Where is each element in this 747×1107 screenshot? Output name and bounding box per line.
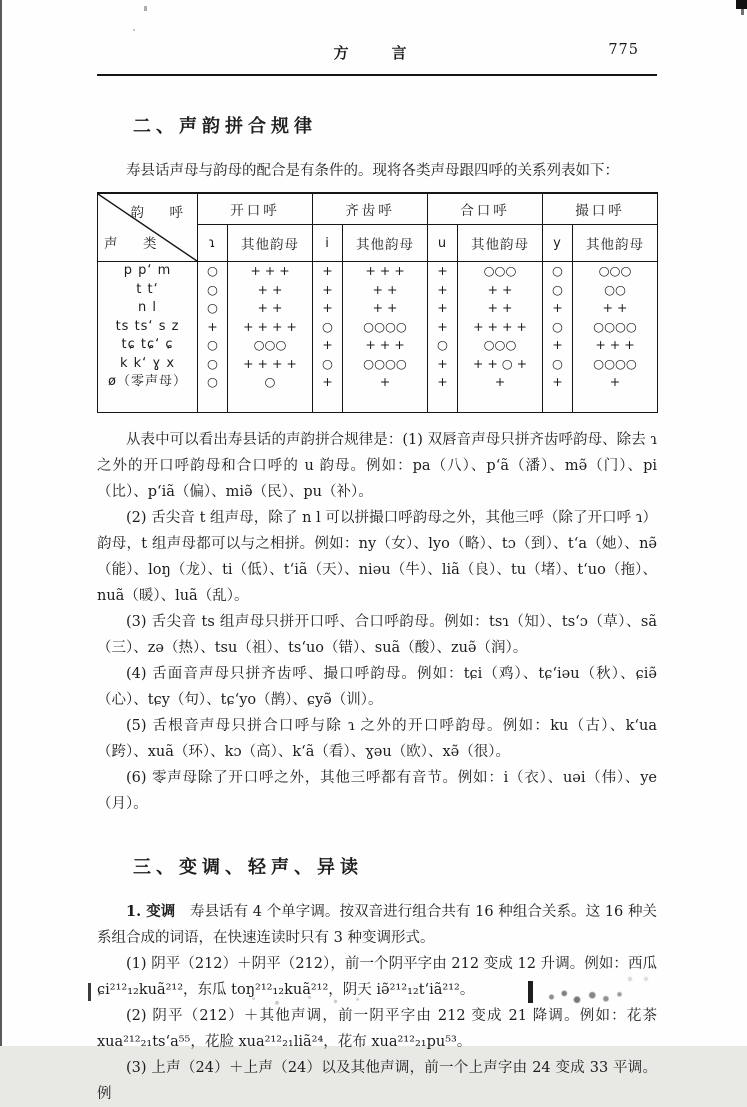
page-content xyxy=(97,0,657,1107)
paragraph-text: 寿县话有 4 个单字调。按双音进行组合共有 16 种组合关系。这 16 种关系组合成的词语，在快速连读时只有 3 种变调形式。 xyxy=(97,903,658,946)
cell-kaikou-other: ○ xyxy=(228,373,313,412)
cell-kaikou-vowel: ○ xyxy=(198,299,228,318)
paragraph-lead: 1. 变调 xyxy=(126,902,176,920)
cell-hekou-vowel: + xyxy=(428,299,458,318)
cell-cuokou-vowel: ○ xyxy=(543,318,573,337)
cell-hekou-vowel: + xyxy=(428,355,458,374)
cell-cuokou-other: + + xyxy=(573,299,658,318)
cell-hekou-vowel: + xyxy=(428,281,458,300)
rule-paragraph: (6) 零声母除了开口呼之外，其他三呼都有音节。例如：i（衣）、uəi（伟）、ye（月）。 xyxy=(97,769,657,812)
subcol-vowel-4: y xyxy=(543,225,573,262)
scan-artifact-mark xyxy=(88,983,91,1001)
cell-hekou-other: + + xyxy=(458,299,543,318)
page-number: 775 xyxy=(608,42,639,58)
corner-label-initials: 声 类 xyxy=(104,236,163,252)
cell-cuokou-vowel: + xyxy=(543,336,573,355)
cell-qichi-other: + + xyxy=(343,281,428,300)
cell-cuokou-vowel: ○ xyxy=(543,281,573,300)
subcol-other-4: 其他韵母 xyxy=(573,225,658,262)
cell-kaikou-vowel: ○ xyxy=(198,355,228,374)
column-group-kaikou: 开口呼 xyxy=(198,193,313,225)
initial-class-label: p p‘ m xyxy=(123,263,172,278)
section-heading-tone: 三、变调、轻声、异读 xyxy=(133,856,363,878)
rule-paragraph: (4) 舌面音声母只拼齐齿呼、撮口呼韵母。例如：tɕi（鸡）、tɕ‘iəu（秋）、ɕiə̃（心）、tɕy（句）、tɕ‘yo（鹊）、ɕyə̃（训）。 xyxy=(97,665,657,708)
rule-paragraph: (2) 舌尖音 t 组声母，除了 n l 可以拼撮口呼韵母之外，其他三呼（除了开口呼 ɿ）韵母，t 组声母都可以与之相拼。例如：ny（女）、lyo（略）、tɔ（到）、t‘a（她）、nə̃（能）、loŋ（龙）、ti（低）、t‘iã（天）、niəu（牛）、liã（良）、tu（堵）、t‘uo（拖）、nuã（暖）、luã（乱）。 xyxy=(97,509,657,604)
table-intro-paragraph: 寿县话声母与韵母的配合是有条件的。现将各类声母跟四呼的关系列表如下： xyxy=(126,163,619,179)
cell-cuokou-other: ○○○○ xyxy=(573,355,658,374)
subcol-other-2: 其他韵母 xyxy=(343,225,428,262)
cell-hekou-other: ○○○ xyxy=(458,336,543,355)
cell-qichi-vowel: + xyxy=(313,281,343,300)
tone-paragraph xyxy=(97,951,657,1003)
initial-class-label: ts ts‘ s z xyxy=(115,318,180,334)
cell-kaikou-other: + + + + xyxy=(228,355,313,374)
scan-artifact-tick xyxy=(741,9,744,15)
journal-title: 方 言 xyxy=(333,44,421,62)
cell-qichi-vowel: + xyxy=(313,336,343,355)
cell-qichi-other: + xyxy=(343,373,428,412)
cell-cuokou-vowel: ○ xyxy=(543,355,573,374)
initial-final-pairing-table xyxy=(97,192,658,413)
cell-cuokou-other: ○○ xyxy=(573,281,658,300)
cell-kaikou-other: + + + xyxy=(228,262,313,281)
table-row xyxy=(98,373,658,412)
running-head xyxy=(97,0,657,70)
table-corner-cell xyxy=(98,193,198,262)
cell-cuokou-other: + xyxy=(573,373,658,412)
cell-hekou-vowel: + xyxy=(428,318,458,337)
tone-paragraph xyxy=(97,1003,657,1055)
cell-kaikou-other: + + xyxy=(228,299,313,318)
cell-kaikou-vowel: ○ xyxy=(198,336,228,355)
initial-class-label: tɕ tɕ‘ ɕ xyxy=(121,337,174,352)
column-group-cuokou: 撮口呼 xyxy=(543,193,658,225)
subcol-other-1: 其他韵母 xyxy=(228,225,313,262)
cell-qichi-other: + + xyxy=(343,299,428,318)
cell-hekou-vowel: ○ xyxy=(428,336,458,355)
cell-kaikou-other: + + + + xyxy=(228,318,313,337)
subcol-vowel-3: u xyxy=(428,225,458,262)
cell-qichi-vowel: ○ xyxy=(313,355,343,374)
cell-qichi-other: ○○○○ xyxy=(343,318,428,337)
tone-paragraph xyxy=(97,899,657,951)
cell-qichi-vowel: + xyxy=(313,373,343,412)
corner-label-finals: 韵 呼 xyxy=(130,205,189,221)
paragraph-text: (2) 阴平（212）＋其他声调，前一阴平字由 212 变成 21 降调。例如：花茶 xua²¹²₂₁ts‘a⁵⁵，花脸 xua²¹²₂₁liã²⁴，花布 xua²¹²₂₁pu⁵³。 xyxy=(97,1007,657,1050)
cell-cuokou-vowel: + xyxy=(543,373,573,412)
cell-qichi-other: + + + xyxy=(343,336,428,355)
initial-class-label: k k‘ ɣ x xyxy=(119,355,176,371)
table-row xyxy=(98,318,658,337)
cell-hekou-other: + + ○ + xyxy=(458,355,543,374)
initial-class-label: ø（零声母） xyxy=(108,374,187,389)
cell-qichi-vowel: ○ xyxy=(313,318,343,337)
cell-hekou-other: ○○○ xyxy=(458,262,543,281)
cell-cuokou-other: + + + xyxy=(573,336,658,355)
subcol-vowel-1: ɿ xyxy=(198,225,228,262)
cell-hekou-vowel: + xyxy=(428,373,458,412)
initial-class-label: n l xyxy=(138,300,157,315)
table-row xyxy=(98,262,658,281)
subcol-vowel-2: i xyxy=(313,225,343,262)
column-group-qichi: 齐齿呼 xyxy=(313,193,428,225)
rule-paragraph: (3) 舌尖音 ts 组声母只拼开口呼、合口呼韵母。例如：tsɿ（知）、ts‘ɔ（草）、sã（三）、zə（热）、tsu（祖）、ts‘uo（错）、suã（酸）、zuə̃（润）。 xyxy=(97,613,657,656)
cell-hekou-other: + + + + xyxy=(458,318,543,337)
cell-kaikou-vowel: ○ xyxy=(198,281,228,300)
cell-cuokou-other: ○○○○ xyxy=(573,318,658,337)
cell-qichi-vowel: + xyxy=(313,262,343,281)
cell-qichi-other: ○○○○ xyxy=(343,355,428,374)
cell-qichi-other: + + + xyxy=(343,262,428,281)
paragraph-text: (1) 阴平（212）＋阴平（212），前一个阴平字由 212 变成 12 升调。例如：西瓜 ɕi²¹²₁₂kuã²¹²，东瓜 toŋ²¹²₁₂kuã²¹²，阴天 iə̃²¹²₁₂t‘iã²¹²。 xyxy=(97,955,657,998)
cell-hekou-other: + + xyxy=(458,281,543,300)
rule-paragraph: 从表中可以看出寿县话的声韵拼合规律是：(1) 双唇音声母只拼齐齿呼韵母、除去 ɿ 之外的开口呼韵母和合口呼的 u 韵母。例如：pa（八）、p‘ã（潘）、mə̃（门）、pi（比）、p‘iã（偏）、miə̃（民）、pu（补）。 xyxy=(97,431,657,500)
cell-qichi-vowel: + xyxy=(313,299,343,318)
cell-kaikou-other: ○○○ xyxy=(228,336,313,355)
cell-cuokou-vowel: ○ xyxy=(543,262,573,281)
cell-hekou-other: + xyxy=(458,373,543,412)
table-row xyxy=(98,355,658,374)
table-row xyxy=(98,281,658,300)
rule-paragraph: (5) 舌根音声母只拼合口呼与除 ɿ 之外的开口呼韵母。例如：ku（古）、k‘ua（跨）、xuã（环）、kɔ（高）、k‘ã（看）、ɣəu（欧）、xə̃（很）。 xyxy=(97,717,657,760)
scan-artifact-corner xyxy=(736,0,747,9)
pairing-rules-paragraphs xyxy=(97,427,657,817)
table-body xyxy=(98,262,658,413)
paragraph-text: (3) 上声（24）＋上声（24）以及其他声调，前一个上声字由 24 变成 33 平调。例 xyxy=(97,1059,657,1102)
subcol-other-3: 其他韵母 xyxy=(458,225,543,262)
cell-kaikou-other: + + xyxy=(228,281,313,300)
cell-cuokou-vowel: + xyxy=(543,299,573,318)
cell-kaikou-vowel: + xyxy=(198,318,228,337)
cell-cuokou-other: ○○○ xyxy=(573,262,658,281)
cell-kaikou-vowel: ○ xyxy=(198,373,228,412)
cell-hekou-vowel: + xyxy=(428,262,458,281)
section-heading-phonotactics: 二、声韵拼合规律 xyxy=(133,116,317,137)
initial-class-label: t t‘ xyxy=(136,281,159,297)
cell-kaikou-vowel: ○ xyxy=(198,262,228,281)
column-group-hekou: 合口呼 xyxy=(428,193,543,225)
header-rule xyxy=(97,74,657,76)
tone-paragraph xyxy=(97,1055,657,1107)
table-row xyxy=(98,336,658,355)
tone-paragraphs xyxy=(97,899,657,1107)
table-row xyxy=(98,299,658,318)
scan-edge-line xyxy=(0,0,2,1046)
